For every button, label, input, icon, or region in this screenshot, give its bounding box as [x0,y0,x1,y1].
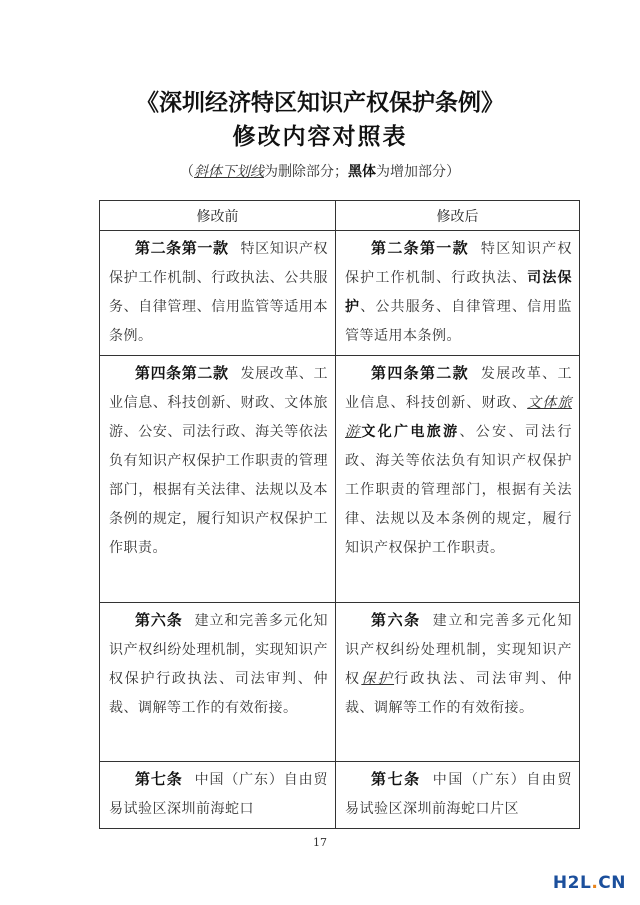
table-row [100,231,580,356]
article-text: 建立和完善多元化知识产权纠纷处理机制，实现知识产权保护行政执法、司法审判、仲裁、调解等工作的有效衔接。 [109,613,328,716]
cell-before [100,231,336,356]
cell-before [100,356,336,603]
article-heading: 第六条 [371,611,421,629]
article-text: 特区知识产权保护工作机制、行政执法、 [345,241,572,286]
legend-added-sample: 黑体 [348,164,376,180]
cell-before [100,603,336,762]
site-watermark-logo [553,873,626,893]
article-text: 建立和完善多元化知识产权纠纷处理机制，实现知识产权 [345,613,572,687]
article-text: 特区知识产权保护工作机制、行政执法、公共服务、自律管理、信用监管等适用本条例。 [109,241,328,344]
legend-deleted-text: 为删除部分； [264,164,348,180]
page-number: 17 [313,836,327,849]
article-heading: 第四条第二款 [135,364,229,382]
added-text: 文化广电旅游 [361,424,460,440]
watermark-h2l: H2L [552,873,592,893]
header-after: 修改后 [336,201,580,231]
watermark-cn: CN [598,873,626,893]
article-heading: 第二条第一款 [135,239,229,257]
table-header-row [100,201,580,231]
cell-after [336,356,580,603]
legend-note [0,161,640,181]
added-text: 司法保护 [345,270,573,315]
article-text: 、公安、司法行政、海关等依法负有知识产权保护工作职责的管理部门，根据有关法律、法规以及本条例的规定，履行知识产权保护工作职责。 [345,424,573,556]
article-heading: 第二条第一款 [371,239,469,257]
cell-after [336,231,580,356]
article-text: 中国（广东）自由贸易试验区深圳前海蛇口片区 [345,772,572,817]
document-title: 《深圳经济特区知识产权保护条例》 [136,90,504,116]
article-heading: 第七条 [371,770,421,788]
table-row [100,356,580,603]
article-heading: 第六条 [135,611,183,629]
header-before: 修改前 [100,201,336,231]
watermark-dot: . [591,873,599,893]
table-row [100,603,580,762]
article-text: 、公共服务、自律管理、信用监管等适用本条例。 [345,299,573,344]
table-row [100,762,580,829]
deleted-text: 文体旅游 [345,395,573,440]
article-text: 中国（广东）自由贸易试验区深圳前海蛇口 [109,772,328,817]
article-heading: 第七条 [135,770,183,788]
comparison-table [99,200,580,829]
article-text: 行政执法、司法审判、仲裁、调解等工作的有效衔接。 [345,671,573,716]
cell-after [336,762,580,829]
legend-open-paren: （ [180,164,194,180]
article-text: 发展改革、工业信息、科技创新、财政、 [345,366,572,411]
cell-before [100,762,336,829]
cell-after [336,603,580,762]
legend-deleted-sample: 斜体下划线 [194,164,264,180]
deleted-text: 保护 [361,671,395,687]
document-subtitle: 修改内容对照表 [232,124,408,150]
legend-added-text: 为增加部分 [376,164,446,180]
legend-close-paren: ） [446,164,460,180]
article-heading: 第四条第二款 [371,364,469,382]
article-text: 发展改革、工业信息、科技创新、财政、文体旅游、公安、司法行政、海关等依法负有知识产权保护工作职责的管理部门，根据有关法律、法规以及本条例的规定，履行知识产权保护工作职责。 [109,366,328,556]
